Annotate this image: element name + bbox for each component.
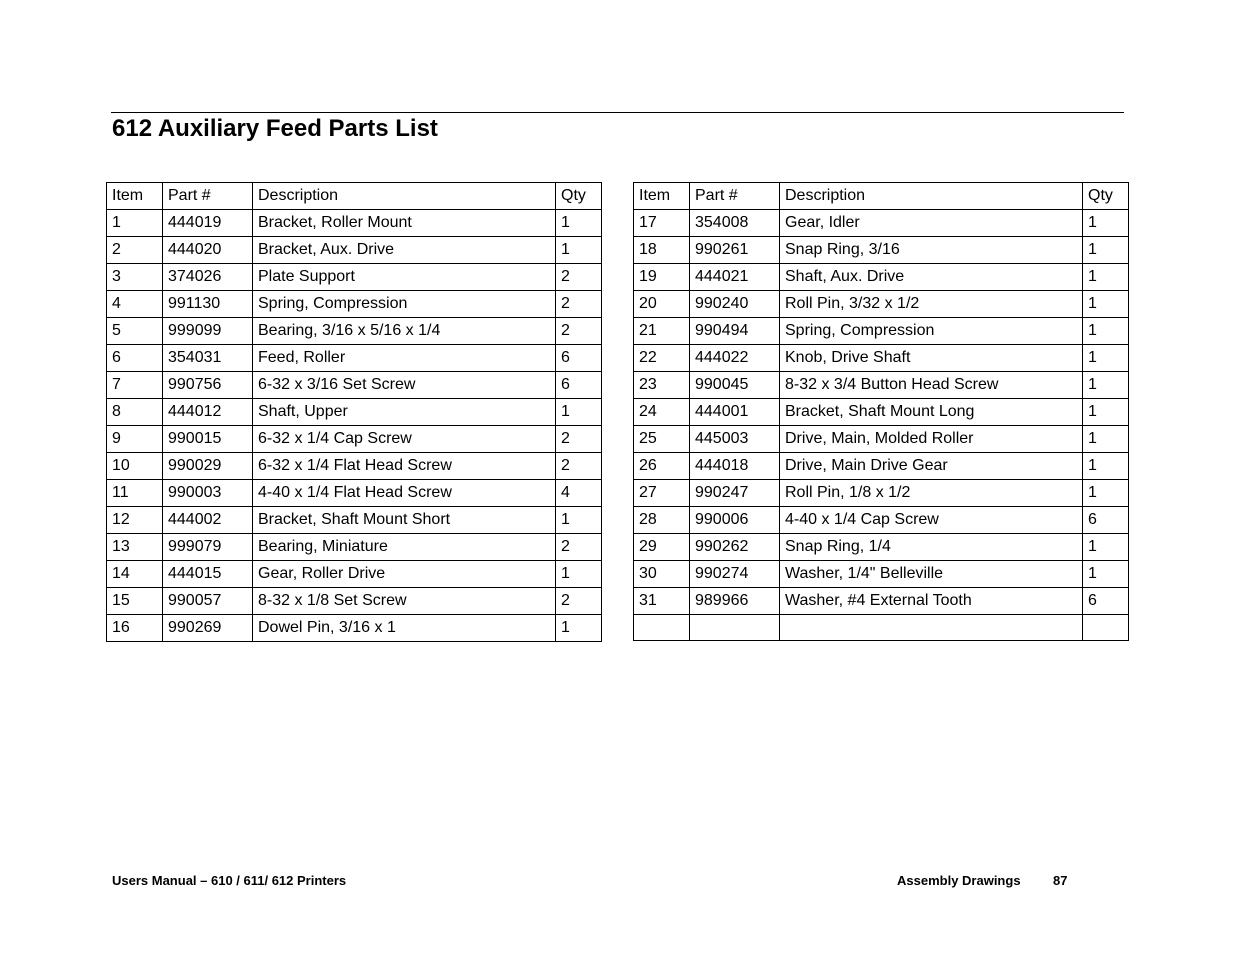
header-qty: Qty [556,183,602,210]
page-title: 612 Auxiliary Feed Parts List [112,115,438,142]
qty-cell: 2 [556,588,602,615]
qty-cell: 1 [1083,318,1129,345]
part-number-cell: 444019 [163,210,253,237]
table-row [107,507,602,534]
qty-cell: 1 [1083,345,1129,372]
description-cell: 6-32 x 1/4 Cap Screw [253,426,556,453]
header-qty: Qty [1083,183,1129,210]
item-cell: 7 [107,372,163,399]
qty-cell: 1 [1083,534,1129,561]
table-row [634,399,1129,426]
qty-cell: 1 [1083,426,1129,453]
description-cell: Bracket, Aux. Drive [253,237,556,264]
description-cell: Bearing, Miniature [253,534,556,561]
qty-cell: 2 [556,534,602,561]
table-row [107,210,602,237]
table-row [107,372,602,399]
item-cell: 30 [634,561,690,588]
table-header-row [634,183,1129,210]
description-cell: Snap Ring, 3/16 [780,237,1083,264]
item-cell: 31 [634,588,690,615]
qty-cell: 1 [1083,210,1129,237]
header-item: Item [107,183,163,210]
item-cell: 3 [107,264,163,291]
item-cell: 4 [107,291,163,318]
table-header-row [107,183,602,210]
part-number-cell: 990274 [690,561,780,588]
item-cell: 20 [634,291,690,318]
item-cell: 10 [107,453,163,480]
qty-cell: 1 [1083,237,1129,264]
item-cell: 23 [634,372,690,399]
item-cell: 21 [634,318,690,345]
table-row [634,237,1129,264]
table-row [107,345,602,372]
qty-cell: 1 [1083,372,1129,399]
header-part-number: Part # [163,183,253,210]
description-cell: Gear, Roller Drive [253,561,556,588]
table-row [634,372,1129,399]
item-cell: 17 [634,210,690,237]
description-cell: Shaft, Aux. Drive [780,264,1083,291]
item-cell: 22 [634,345,690,372]
table-row [634,345,1129,372]
table-row [634,588,1129,615]
part-number-cell: 999099 [163,318,253,345]
table-row [634,534,1129,561]
header-item: Item [634,183,690,210]
description-cell: Bracket, Shaft Mount Short [253,507,556,534]
header-part-number: Part # [690,183,780,210]
qty-cell: 6 [556,345,602,372]
qty-cell: 1 [1083,291,1129,318]
qty-cell: 1 [556,210,602,237]
qty-cell: 1 [1083,561,1129,588]
part-number-cell: 990003 [163,480,253,507]
item-cell: 29 [634,534,690,561]
description-cell: Knob, Drive Shaft [780,345,1083,372]
footer-manual-title: Users Manual – 610 / 611/ 612 Printers [112,873,347,888]
part-number-cell: 444002 [163,507,253,534]
table-row [107,561,602,588]
item-cell: 26 [634,453,690,480]
part-number-cell: 444022 [690,345,780,372]
part-number-cell: 445003 [690,426,780,453]
qty-cell: 1 [1083,264,1129,291]
description-cell: Shaft, Upper [253,399,556,426]
part-number-cell: 990247 [690,480,780,507]
item-cell: 2 [107,237,163,264]
description-cell: Washer, 1/4" Belleville [780,561,1083,588]
header-description: Description [780,183,1083,210]
table-row [634,615,1129,641]
item-cell: 16 [107,615,163,642]
qty-cell: 1 [1083,453,1129,480]
description-cell: Washer, #4 External Tooth [780,588,1083,615]
item-cell: 19 [634,264,690,291]
part-number-cell: 990269 [163,615,253,642]
item-cell: 14 [107,561,163,588]
part-number-cell: 444018 [690,453,780,480]
table-row [634,561,1129,588]
parts-table-right [633,182,1129,641]
table-row [107,615,602,642]
part-number-cell: 444012 [163,399,253,426]
part-number-cell: 991130 [163,291,253,318]
description-cell: Bearing, 3/16 x 5/16 x 1/4 [253,318,556,345]
table-row [107,399,602,426]
table-row [107,588,602,615]
part-number-cell: 990262 [690,534,780,561]
item-cell: 9 [107,426,163,453]
table-row [107,534,602,561]
item-cell: 24 [634,399,690,426]
description-cell: 8-32 x 1/8 Set Screw [253,588,556,615]
description-cell: Drive, Main Drive Gear [780,453,1083,480]
description-cell: Roll Pin, 3/32 x 1/2 [780,291,1083,318]
qty-cell: 2 [556,318,602,345]
header-description: Description [253,183,556,210]
item-cell: 6 [107,345,163,372]
part-number-cell: 990240 [690,291,780,318]
table-row [107,480,602,507]
description-cell: Roll Pin, 1/8 x 1/2 [780,480,1083,507]
part-number-cell: 444001 [690,399,780,426]
table-row [107,426,602,453]
part-number-cell: 999079 [163,534,253,561]
qty-cell: 2 [556,426,602,453]
description-cell: Plate Support [253,264,556,291]
header-rule [111,112,1124,113]
table-row [634,264,1129,291]
qty-cell: 1 [556,507,602,534]
description-cell: Drive, Main, Molded Roller [780,426,1083,453]
table-row [107,453,602,480]
description-cell: 8-32 x 3/4 Button Head Screw [780,372,1083,399]
footer-section-name: Assembly Drawings [897,873,1021,888]
qty-cell: 4 [556,480,602,507]
description-cell: 4-40 x 1/4 Cap Screw [780,507,1083,534]
item-cell: 13 [107,534,163,561]
part-number-cell: 989966 [690,588,780,615]
item-cell: 8 [107,399,163,426]
qty-cell: 1 [556,399,602,426]
table-row [634,507,1129,534]
item-cell: 27 [634,480,690,507]
part-number-cell: 444021 [690,264,780,291]
qty-cell: 2 [556,453,602,480]
qty-cell [1083,615,1129,641]
part-number-cell: 990045 [690,372,780,399]
part-number-cell: 990015 [163,426,253,453]
part-number-cell: 354008 [690,210,780,237]
part-number-cell: 444020 [163,237,253,264]
item-cell: 25 [634,426,690,453]
qty-cell: 1 [556,561,602,588]
description-cell: Snap Ring, 1/4 [780,534,1083,561]
table-row [634,480,1129,507]
description-cell: Spring, Compression [780,318,1083,345]
part-number-cell: 990494 [690,318,780,345]
item-cell: 12 [107,507,163,534]
table-row [107,264,602,291]
table-row [634,318,1129,345]
description-cell: Dowel Pin, 3/16 x 1 [253,615,556,642]
item-cell: 18 [634,237,690,264]
table-row [107,237,602,264]
part-number-cell [690,615,780,641]
description-cell [780,615,1083,641]
qty-cell: 1 [1083,399,1129,426]
footer-page-number: 87 [1053,873,1068,888]
part-number-cell: 354031 [163,345,253,372]
description-cell: Spring, Compression [253,291,556,318]
item-cell: 1 [107,210,163,237]
item-cell: 5 [107,318,163,345]
qty-cell: 6 [556,372,602,399]
part-number-cell: 990756 [163,372,253,399]
table-row [634,453,1129,480]
table-row [634,291,1129,318]
part-number-cell: 990261 [690,237,780,264]
item-cell: 11 [107,480,163,507]
parts-table-left [106,182,602,642]
description-cell: Bracket, Shaft Mount Long [780,399,1083,426]
qty-cell: 6 [1083,588,1129,615]
description-cell: 6-32 x 1/4 Flat Head Screw [253,453,556,480]
description-cell: 6-32 x 3/16 Set Screw [253,372,556,399]
description-cell: Gear, Idler [780,210,1083,237]
part-number-cell: 444015 [163,561,253,588]
table-row [634,210,1129,237]
qty-cell: 1 [556,237,602,264]
item-cell [634,615,690,641]
part-number-cell: 374026 [163,264,253,291]
part-number-cell: 990029 [163,453,253,480]
item-cell: 28 [634,507,690,534]
description-cell: Feed, Roller [253,345,556,372]
description-cell: Bracket, Roller Mount [253,210,556,237]
table-row [634,426,1129,453]
part-number-cell: 990006 [690,507,780,534]
qty-cell: 2 [556,291,602,318]
description-cell: 4-40 x 1/4 Flat Head Screw [253,480,556,507]
table-row [107,291,602,318]
qty-cell: 1 [1083,480,1129,507]
qty-cell: 1 [556,615,602,642]
qty-cell: 6 [1083,507,1129,534]
part-number-cell: 990057 [163,588,253,615]
table-row [107,318,602,345]
qty-cell: 2 [556,264,602,291]
item-cell: 15 [107,588,163,615]
